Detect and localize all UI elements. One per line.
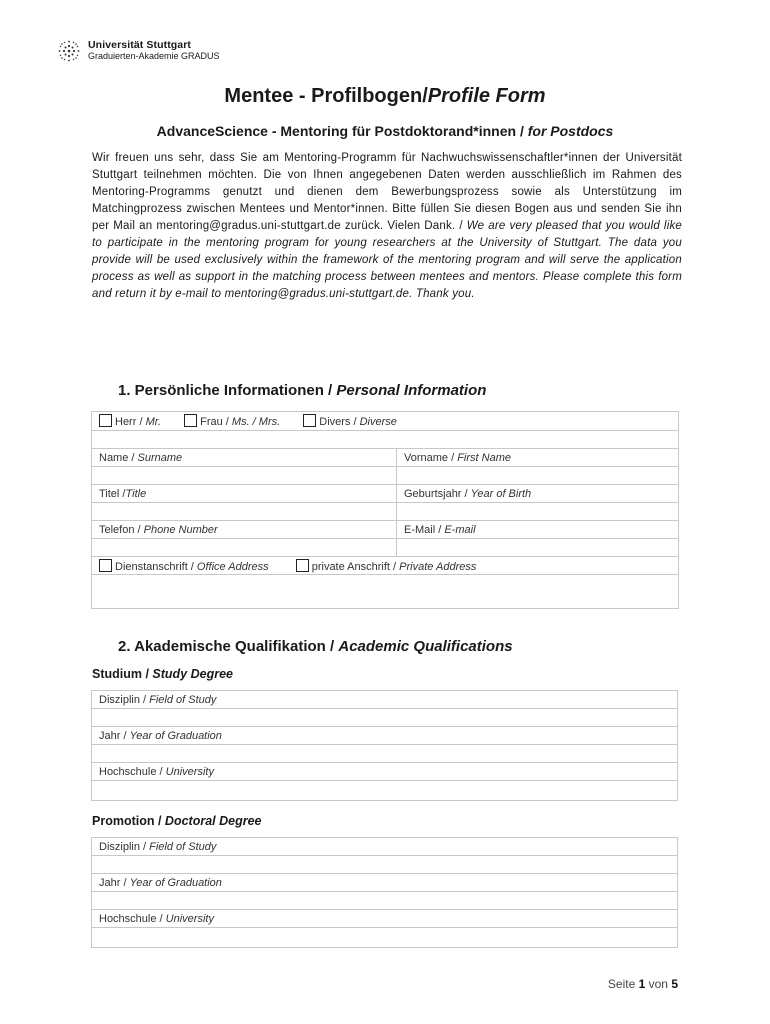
- birth-year-label-en: Year of Birth: [470, 487, 532, 500]
- study-year-label-de: Jahr /: [99, 729, 130, 742]
- promotion-field-input[interactable]: [92, 856, 678, 874]
- promotion-heading-text: Promotion /: [92, 814, 165, 828]
- private-address-de: private Anschrift /: [311, 560, 400, 573]
- checkbox-diverse[interactable]: [303, 414, 316, 427]
- promotion-field-label: [92, 838, 678, 856]
- promotion-field-label-de: Disziplin /: [99, 840, 150, 853]
- doctoral-degree-heading: [92, 814, 261, 828]
- page-prefix: Seite: [607, 977, 639, 991]
- private-address-option[interactable]: [296, 559, 477, 573]
- email-label: [397, 521, 679, 539]
- phone-label-de: Telefon /: [99, 523, 144, 536]
- study-degree-heading: [92, 667, 233, 681]
- first-name-label-de: Vorname /: [404, 451, 458, 464]
- section-1-heading: [118, 382, 486, 399]
- study-university-input[interactable]: [92, 781, 678, 801]
- title-italic: Profile Form: [427, 85, 546, 107]
- private-address-en: Private Address: [399, 560, 477, 573]
- email-label-en: E-mail: [444, 523, 476, 536]
- salutation-option-ms[interactable]: [184, 414, 280, 428]
- personal-info-table: [91, 411, 679, 609]
- salutation-option-mr[interactable]: [99, 414, 161, 428]
- study-heading-italic: Study Degree: [152, 667, 234, 681]
- intro-paragraph: [92, 150, 682, 303]
- page-current: 1: [638, 977, 646, 991]
- email-label-de: E-Mail /: [404, 523, 445, 536]
- promotion-year-label-en: Year of Graduation: [129, 876, 222, 889]
- study-field-input[interactable]: [92, 709, 678, 727]
- section-2-heading-italic: Academic Qualifications: [338, 638, 513, 655]
- promotion-field-label-en: Field of Study: [149, 840, 217, 853]
- surname-label-en: Surname: [137, 451, 183, 464]
- title-main: Mentee - Profilbogen/: [224, 85, 428, 107]
- birth-year-label: [397, 485, 679, 503]
- title-field[interactable]: [92, 503, 397, 521]
- study-university-label-de: Hochschule /: [99, 765, 166, 778]
- surname-label: [92, 449, 397, 467]
- section-2-heading-text: 2. Akademische Qualifikation /: [118, 638, 339, 655]
- first-name-label: [397, 449, 679, 467]
- university-logo: [56, 38, 220, 64]
- salutation-option-diverse[interactable]: [303, 414, 397, 428]
- intro-english: We are very pleased that you would like to participate in the mentoring program for young researchers at the University of Stuttgart. The data you provide will be used exclusively within the framework of the mentoring program and will serve the application process as well as support in the matching process between mentees and mentors. Please complete this form and return it by e-mail to mentoring@gradus.uni-stuttgart.de. Thank you.: [92, 220, 682, 300]
- birth-year-field[interactable]: [397, 503, 679, 521]
- promotion-university-label-en: University: [165, 912, 214, 925]
- study-field-label: [92, 691, 678, 709]
- checkbox-private-address[interactable]: [296, 559, 309, 572]
- page-total: 5: [671, 977, 678, 991]
- study-university-label: [92, 763, 678, 781]
- logo-line-1: Universität Stuttgart: [88, 39, 192, 51]
- salutation-spacer: [92, 431, 679, 449]
- promotion-university-label: [92, 910, 678, 928]
- promotion-university-input[interactable]: [92, 928, 678, 948]
- study-year-label: [92, 727, 678, 745]
- salutation-row: [92, 412, 679, 431]
- checkbox-office-address[interactable]: [99, 559, 112, 572]
- office-address-option[interactable]: [99, 559, 269, 573]
- promotion-year-label-de: Jahr /: [99, 876, 130, 889]
- address-type-row: [92, 557, 679, 575]
- title-label-en: Title: [125, 487, 147, 500]
- study-field-label-en: Field of Study: [149, 693, 217, 706]
- salutation-diverse-de: Divers /: [319, 416, 360, 428]
- study-university-label-en: University: [165, 765, 214, 778]
- birth-year-label-de: Geburtsjahr /: [404, 487, 471, 500]
- checkbox-ms[interactable]: [184, 414, 197, 427]
- email-field[interactable]: [397, 539, 679, 557]
- phone-field[interactable]: [92, 539, 397, 557]
- salutation-ms-de: Frau /: [200, 416, 232, 428]
- logo-line-2: Graduierten-Akademie GRADUS: [88, 51, 220, 61]
- office-address-en: Office Address: [196, 560, 269, 573]
- surname-field[interactable]: [92, 467, 397, 485]
- office-address-de: Dienstanschrift /: [115, 560, 197, 573]
- page-number: [608, 977, 678, 991]
- first-name-label-en: First Name: [457, 451, 511, 464]
- phone-label: [92, 521, 397, 539]
- phone-label-en: Phone Number: [143, 523, 218, 536]
- promotion-year-input[interactable]: [92, 892, 678, 910]
- salutation-diverse-en: Diverse: [359, 416, 397, 428]
- study-heading-text: Studium /: [92, 667, 153, 681]
- salutation-mr-de: Herr /: [115, 416, 146, 428]
- promotion-university-label-de: Hochschule /: [99, 912, 166, 925]
- page-middle: von: [645, 977, 672, 991]
- intro-german: Wir freuen uns sehr, dass Sie am Mentoring-Programm für Nachwuchswissenschaftler*innen der Universität Stuttgart teilnehmen möchten. Die von Ihnen angegebenen Daten werden ausschließlich im Rahmen des Mentoring-Programms genutzt und dienen dem Bewerbungsprozess sowie als Unterstützung im Matchingprozess zwischen Mentees und Mentor*innen. Bitte füllen Sie diesen Bogen aus und senden Sie ihn per Mail an mentoring@gradus.uni-stuttgart.de zurück. Vielen Dank. /: [92, 152, 682, 232]
- section-2-heading: [118, 638, 513, 655]
- study-year-label-en: Year of Graduation: [129, 729, 222, 742]
- page-subtitle: [0, 123, 770, 139]
- surname-label-de: Name /: [99, 451, 138, 464]
- promotion-year-label: [92, 874, 678, 892]
- address-field[interactable]: [92, 575, 679, 609]
- checkbox-mr[interactable]: [99, 414, 112, 427]
- subtitle-italic: for Postdocs: [527, 123, 614, 139]
- doctoral-degree-table: [91, 837, 678, 948]
- section-1-heading-text: 1. Persönliche Informationen /: [118, 382, 337, 399]
- title-label-de: Titel /: [99, 487, 126, 500]
- page-title: [0, 85, 770, 108]
- title-label: [92, 485, 397, 503]
- study-year-input[interactable]: [92, 745, 678, 763]
- study-field-label-de: Disziplin /: [99, 693, 150, 706]
- first-name-field[interactable]: [397, 467, 679, 485]
- promotion-heading-italic: Doctoral Degree: [164, 814, 262, 828]
- salutation-ms-en: Ms. / Mrs.: [231, 416, 281, 428]
- study-degree-table: [91, 690, 678, 801]
- salutation-mr-en: Mr.: [145, 416, 162, 428]
- university-seal-icon: [56, 38, 82, 64]
- section-1-heading-italic: Personal Information: [336, 382, 487, 399]
- subtitle-main: AdvanceScience - Mentoring für Postdoktorand*innen /: [156, 123, 528, 139]
